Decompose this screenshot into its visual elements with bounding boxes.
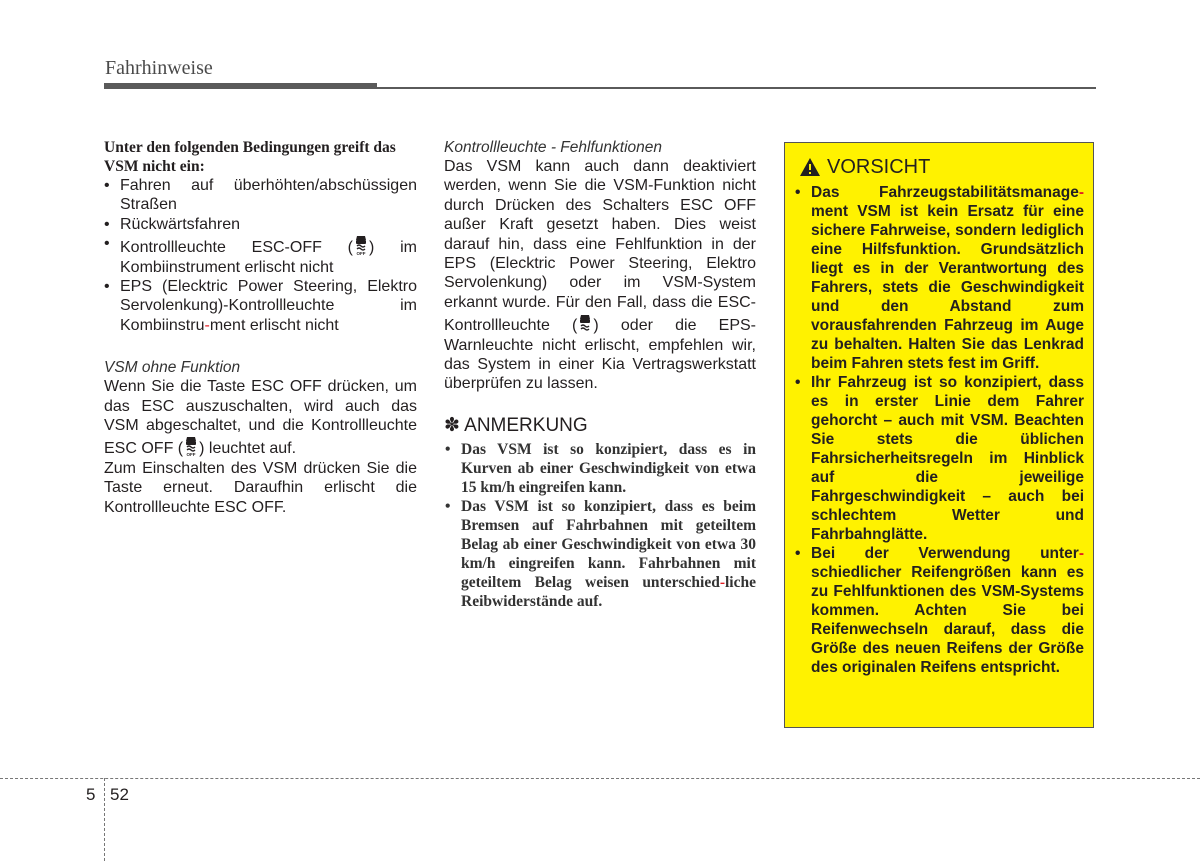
- paragraph-text: ) leuchtet auf.: [199, 440, 297, 458]
- esc-off-icon: [353, 234, 369, 256]
- list-item: [444, 497, 756, 611]
- paragraph: [104, 377, 417, 459]
- paragraph-text: Das VSM kann auch dann deaktiviert werden, wenn Sie die VSM-Funktion nicht durch Drücken des Schalters ESC OFF außer Kraft gesetzt haben. Dies weist darauf hin, dass eine Fehlfunktion in der EPS (Elecktric Power Steering, Elektro Servolenkung) oder im VSM-System erkannt wurde. Für den Fall, dass die ESC-Kontrollleuchte (: [444, 158, 756, 335]
- list-item: • Rückwärtsfahren: [104, 215, 417, 234]
- list-item-text: EPS (Elecktric Power Steering, Elektro Servolenkung)-Kontrollleuchte im Kombiinstru: [120, 278, 417, 334]
- page-number: 52: [110, 785, 129, 804]
- conditions-intro: Unter den folgenden Bedingungen greift das VSM nicht ein:: [104, 139, 396, 175]
- header-rule-thick: [104, 83, 377, 89]
- list-item-text: Das Fahrzeugstabilitätsmanage: [811, 184, 1079, 201]
- list-item: • Fahren auf überhöhten/abschüssigen Straßen: [104, 176, 417, 215]
- esc-icon: [577, 312, 593, 334]
- column-left: [104, 138, 417, 517]
- paragraph-text: Wenn Sie die Taste ESC OFF drücken, um das ESC auszuschalten, wird auch das VSM abgeschaltet, und die Kontrollleuchte ESC OFF (: [104, 378, 417, 458]
- warning-triangle-icon: [799, 157, 821, 177]
- paragraph: [444, 157, 756, 394]
- list-item: [791, 183, 1084, 373]
- caution-box: [784, 142, 1094, 728]
- list-item-text: schiedlicher Reifengrößen kann es zu Fehlfunktionen des VSM-Systems kommen. Achten Sie bei Reifenwechseln darauf, dass die Größe des neuen Reifens der Größe des originalen Reifens entspricht.: [811, 564, 1084, 676]
- list-item-text: ) im Kombiinstrument erlischt nicht: [120, 239, 418, 276]
- conditions-list: [104, 176, 417, 335]
- chapter-number: 5: [86, 785, 96, 804]
- list-item-text: Bei der Verwendung unter: [811, 545, 1079, 562]
- paragraph: Zum Einschalten des VSM drücken Sie die Taste erneut. Daraufhin erlischt die Kontrollleuchte ESC OFF.: [104, 459, 417, 516]
- list-item: [791, 544, 1084, 677]
- list-item-text: Das VSM ist so konzipiert, dass es beim Bremsen auf Fahrbahnen mit geteiltem Belag ab einer Geschwindigkeit von etwa 30 km/h eingreifen kann. Fahrbahnen mit geteiltem Belag weisen unterschied: [461, 497, 756, 591]
- note-heading: [444, 414, 756, 438]
- column-middle: [444, 138, 756, 611]
- caution-list: [791, 183, 1084, 677]
- section-title: Fahrhinweise: [105, 57, 213, 79]
- footer-divider: [104, 778, 105, 861]
- list-item: [104, 234, 417, 277]
- hyphen-mark: -: [204, 316, 210, 334]
- note-list: [444, 440, 756, 611]
- hyphen-mark: -: [1078, 184, 1084, 201]
- caution-title: VORSICHT: [827, 156, 931, 178]
- svg-text:OFF: OFF: [356, 251, 366, 257]
- list-item-text: Kontrollleuchte ESC-OFF (: [120, 239, 353, 257]
- hyphen-mark: -: [1078, 545, 1084, 562]
- footer-rule: [0, 778, 1200, 779]
- esc-off-icon: [183, 435, 199, 457]
- subheading-malfunction: Kontrollleuchte - Fehlfunktionen: [444, 139, 662, 156]
- caution-heading: [791, 155, 1084, 179]
- svg-text:OFF: OFF: [186, 452, 196, 458]
- list-item: • Das VSM ist so konzipiert, dass es in Kurven ab einer Geschwindigkeit von etwa 15 km/h eingreifen kann.: [444, 440, 756, 497]
- list-item: [104, 277, 417, 335]
- list-item-text: liche Reibwiderstände auf.: [461, 573, 756, 610]
- note-symbol-icon: ✽: [444, 414, 460, 436]
- list-item-text: ment VSM ist kein Ersatz für eine sichere Fahrweise, sondern lediglich eine Hilfsfunktion. Grundsätzlich liegt es in der Verantwortung des Fahrers, stets die Geschwindigkeit und den Abstand zum vorausfahrenden Fahrzeug im Auge zu behalten. Halten Sie das Lenkrad beim Fahren stets fest im Griff.: [811, 203, 1084, 372]
- header-rule-thin: [377, 87, 1096, 89]
- list-item-text: ment erlischt nicht: [209, 316, 339, 334]
- paragraph-text: ) oder die EPS-Warnleuchte nicht erlischt, empfehlen wir, das System in einer Kia Vertragswerkstatt überprüfen zu lassen.: [444, 317, 756, 393]
- hyphen-mark: -: [719, 573, 725, 591]
- subheading-vsm-off: VSM ohne Funktion: [104, 359, 241, 377]
- note-title: ANMERKUNG: [464, 414, 588, 436]
- list-item: • Ihr Fahrzeug ist so konzipiert, dass es in erster Linie dem Fahrer gehorcht – auch mit VSM. Beachten Sie stets die üblichen Fahrsicherheitsregeln im Hinblick auf die jeweilige Fahrgeschwindigkeit – auch bei schlechtem Wetter und Fahrbahnglätte.: [791, 373, 1084, 544]
